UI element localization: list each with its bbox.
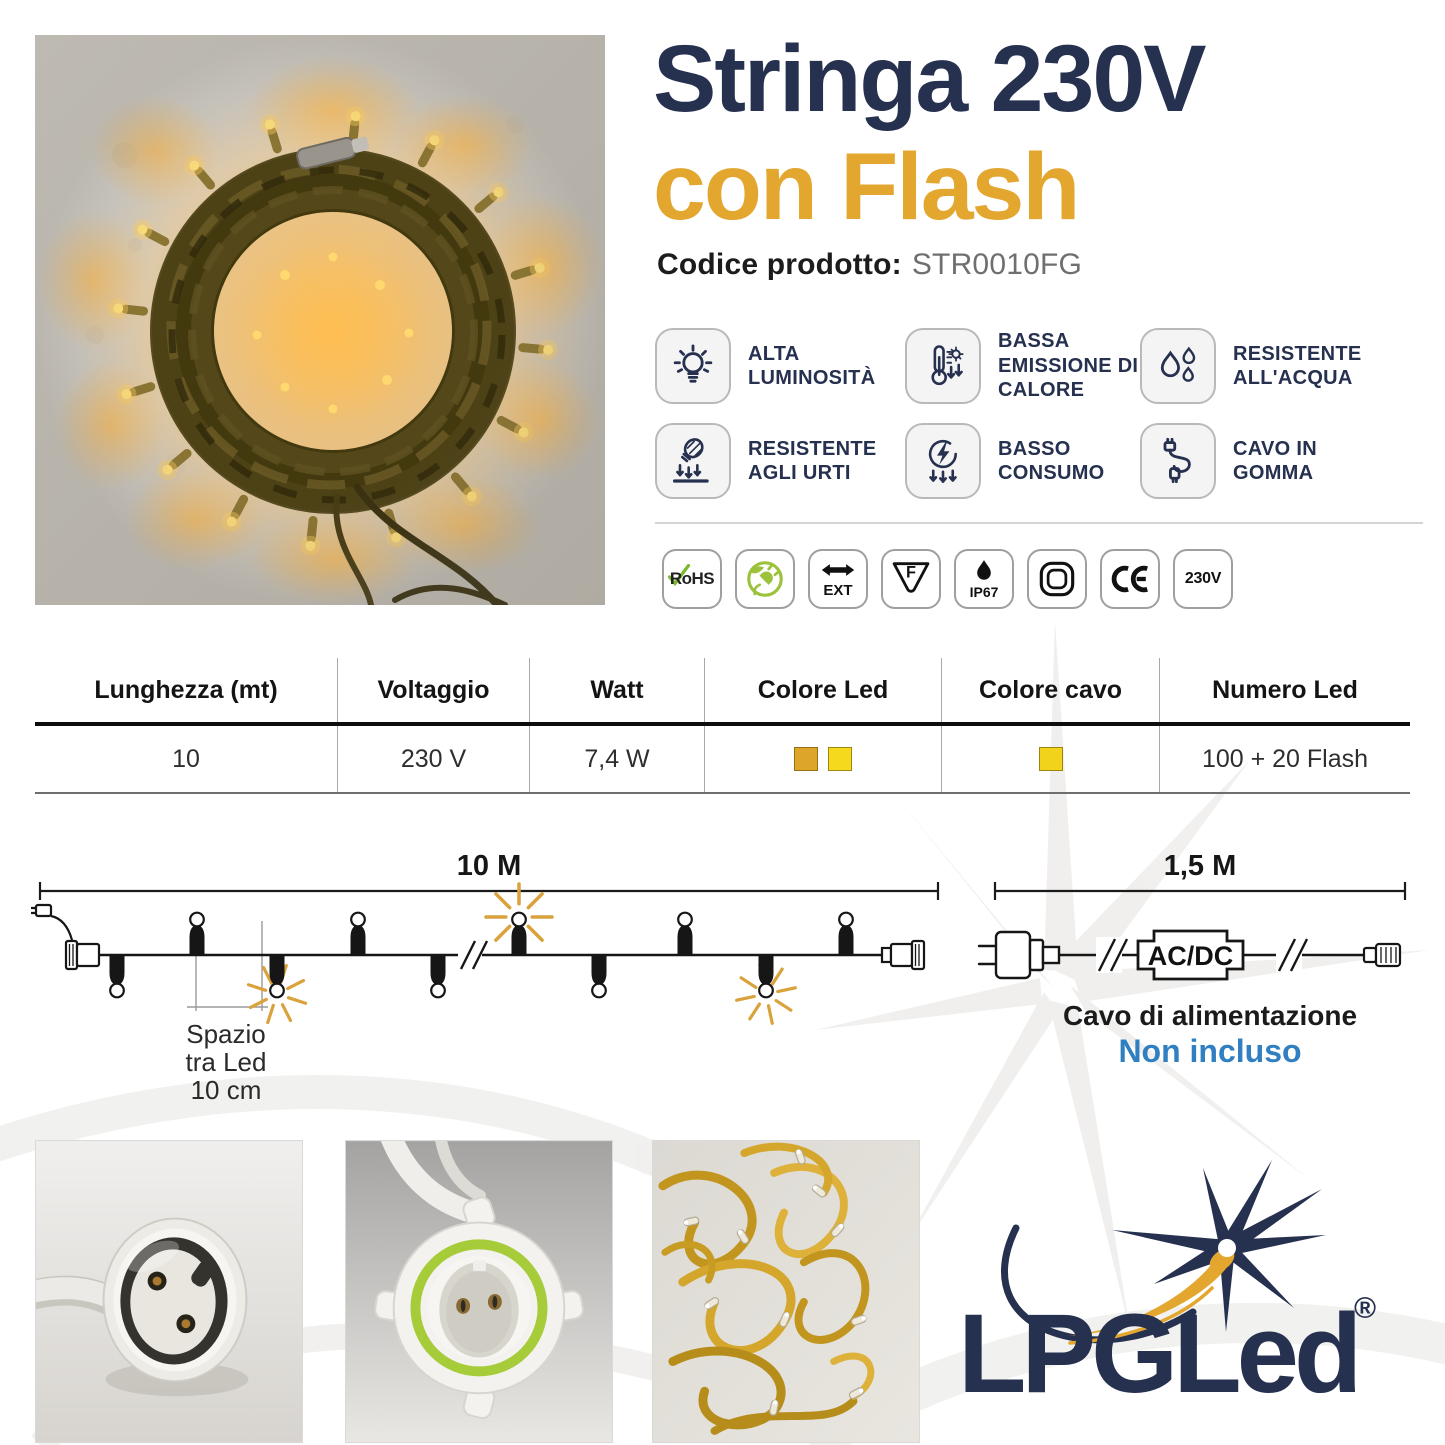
registered-mark: ® [1354,1292,1377,1325]
photo-connector-female [35,1140,303,1443]
value-led-colors [705,726,942,792]
ext-badge [808,549,868,609]
led-spacing-label-line2: tra Led [185,1047,267,1077]
power-length-label: 1,5 M [1163,850,1237,882]
value-watt: 7,4 W [530,726,705,792]
feature-low-consumption [905,423,1128,499]
voltage-label: 230V [1184,570,1222,587]
led-spacing-label-line3: 10 cm [190,1075,262,1105]
feature-label: BASSA EMISSIONE DI CALORE [998,330,1139,402]
feature-label: ALTA LUMINOSITÀ [748,342,876,389]
string-end-connector [882,941,924,969]
feature-label: BASSO CONSUMO [998,437,1105,484]
spec-table-row [35,726,1410,794]
dimension-lines [40,882,1405,900]
col-header-length: Lunghezza (mt) [35,658,338,722]
low-consumption-icon [905,423,981,499]
product-code-line [657,248,1082,282]
section-divider [655,522,1423,524]
low-heat-emission-icon [905,328,981,404]
power-cable-end-connector [1364,944,1400,966]
led-spacing-label-line1: Spazio [186,1019,266,1049]
acdc-label: AC/DC [1147,941,1234,971]
photo-connector-green-ring [345,1140,613,1443]
rohs-badge [662,549,722,609]
page-subtitle: con Flash [653,134,1079,240]
lpg-led-logo [950,1140,1445,1445]
value-length: 10 [35,726,338,792]
ce-mark-badge [1100,549,1160,609]
col-header-cable-color: Colore cavo [942,658,1160,722]
eco-plug-badge [735,549,795,609]
voltage-230v-badge [1173,549,1233,609]
ip67-badge [954,549,1014,609]
page-title: Stringa 230V [653,26,1205,132]
value-led-count: 100 + 20 Flash [1201,744,1369,773]
f-triangle-icon [887,555,935,603]
col-header-led-color: Colore Led [705,658,942,722]
feature-rubber-cable [1140,423,1353,499]
value-voltage: 230 V [338,726,530,792]
col-header-voltage: Voltaggio [338,658,530,722]
feature-water-resistant [1140,328,1398,404]
power-cable-label: Cavo di alimentazione [1062,1000,1358,1031]
ext-label: EXT [823,582,853,599]
feature-low-heat [905,328,1143,404]
col-header-led-count: Numero Led [1212,675,1358,704]
ip67-drop-icon [964,560,1004,584]
value-cable-color [942,726,1160,792]
string-length-label: 10 M [456,850,522,882]
feature-high-brightness [655,328,898,404]
water-resistant-icon [1140,328,1216,404]
ip67-label: IP67 [969,583,999,600]
power-plug [979,932,1059,978]
product-code-value: STR0010FG [911,248,1083,281]
cable-color-swatch [1039,747,1063,771]
double-square-badge [1027,549,1087,609]
ce-mark-icon [1107,564,1153,594]
col-header-watt: Watt [530,658,705,722]
product-code-label: Codice prodotto: [657,248,902,281]
string-start-connector [31,905,99,969]
string-diagram [30,845,1430,1110]
double-square-icon [1034,556,1080,602]
feature-label: RESISTENTE ALL'ACQUA [1233,342,1362,389]
rubber-cable-icon [1140,423,1216,499]
ext-arrows-icon [820,560,856,580]
led-color-swatch-amber [794,747,818,771]
rohs-label: RoHS [669,569,715,588]
f-label: F [906,563,916,582]
logo-text: LPGLed [958,1291,1358,1416]
certifications-row [662,549,1233,609]
spec-table-header [35,658,1410,726]
not-included-label: Non incluso [1118,1033,1302,1069]
feature-impact-resistant [655,423,898,499]
product-photo-string-lights-coil [35,35,605,605]
feature-label: RESISTENTE AGLI URTI [748,437,877,484]
feature-label: CAVO IN GOMMA [1233,437,1317,484]
high-brightness-icon [655,328,731,404]
f-triangle-badge [881,549,941,609]
eco-plug-icon [742,556,788,602]
photo-string-lights-bundle [652,1140,920,1443]
spec-table [35,658,1410,794]
led-color-swatch-yellow [828,747,852,771]
impact-resistant-icon [655,423,731,499]
